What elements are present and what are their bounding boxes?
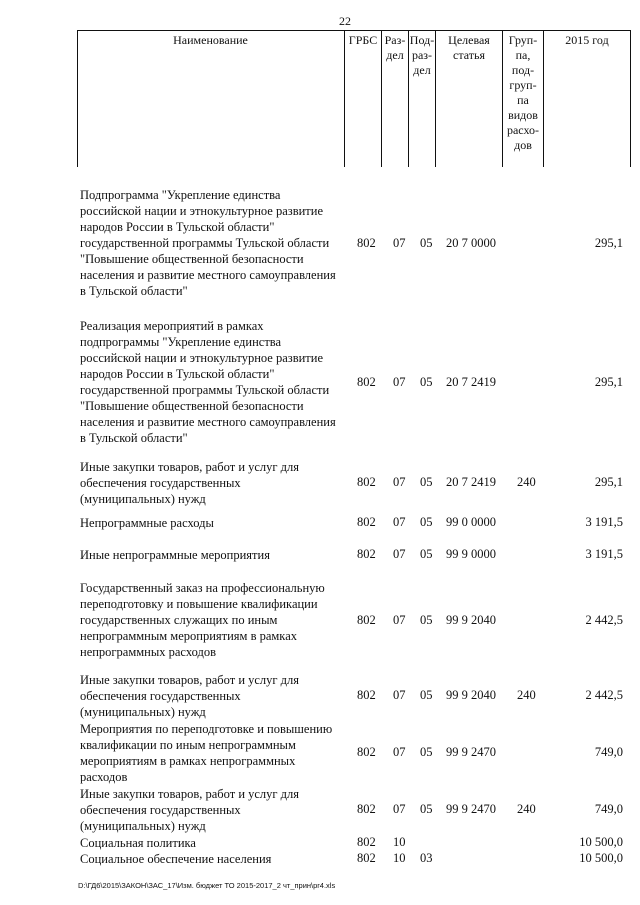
row-razdel: 07 [393,515,406,529]
row-target-article: 20 7 2419 [446,475,496,489]
header-year: 2015 год [565,33,609,47]
row-sum: 295,1 [594,236,623,250]
row-target-article: 99 9 2470 [446,802,496,816]
row-razdel: 07 [393,236,406,250]
row-sum: 2 442,5 [585,613,623,627]
row-sum: 295,1 [594,475,623,489]
row-target-article: 99 9 2040 [446,688,496,702]
row-sum: 749,0 [594,745,623,759]
row-name: Социальная политика [80,836,196,850]
row-podrazdel: 05 [420,613,433,627]
row-razdel: 10 [393,851,406,865]
row-podrazdel: 05 [420,547,433,561]
row-grbs: 802 [357,375,376,389]
row-name: Иные закупки товаров, работ и услуг для обеспечения государственных (муниципальных) нужд [80,787,300,833]
row-grbs: 802 [357,745,376,759]
row-razdel: 07 [393,613,406,627]
row-sum: 749,0 [594,802,623,816]
row-grbs: 802 [357,475,376,489]
row-target-article: 20 7 0000 [446,236,496,250]
page-number: 22 [339,14,351,28]
row-podrazdel: 05 [420,515,433,529]
row-sum: 295,1 [594,375,623,389]
row-razdel: 07 [393,802,406,816]
row-name: Иные непрограммные мероприятия [80,548,270,562]
row-razdel: 07 [393,745,406,759]
row-sum: 10 500,0 [579,851,623,865]
row-grbs: 802 [357,613,376,627]
row-target-article: 20 7 2419 [446,375,496,389]
row-name: Государственный заказ на профессиональную переподготовку и повышение квалификации государственных служащих по иным непрограммным мероприятиям в рамках непрограммных расходов [80,581,325,659]
row-name: Иные закупки товаров, работ и услуг для обеспечения государственных (муниципальных) нужд [80,460,300,506]
row-target-article: 99 9 2470 [446,745,496,759]
row-razdel: 07 [393,475,406,489]
row-target-article: 99 9 2040 [446,613,496,627]
row-expense-type: 240 [517,802,536,816]
header-grbs: ГРБС [348,33,378,47]
header-target-article: Целевая статья [448,33,490,62]
row-razdel: 07 [393,375,406,389]
row-expense-type: 240 [517,688,536,702]
row-podrazdel: 03 [420,851,433,865]
row-sum: 2 442,5 [585,688,623,702]
file-path-footer: D:\ГД6\2015\ЗАКОН\ЗАС_17\Изм. бюджет ТО 2015-2017_2 чт_прин\pr4.xls [78,881,336,890]
row-name: Мероприятия по переподготовке и повышению квалификации по иным непрограммным мероприятиям в рамках непрограммных расходов [80,722,333,784]
header-name: Наименование [173,33,248,47]
header-podrazdel: Под- раз- дел [409,33,435,77]
row-name: Иные закупки товаров, работ и услуг для обеспечения государственных (муниципальных) нужд [80,673,300,719]
row-sum: 10 500,0 [579,835,623,849]
header-expense-group: Груп- па, под- груп- па видов расхо- дов [506,33,540,152]
row-podrazdel: 05 [420,745,433,759]
row-name: Непрограммные расходы [80,516,214,530]
row-grbs: 802 [357,688,376,702]
row-grbs: 802 [357,802,376,816]
header-top-border [77,30,631,31]
row-razdel: 07 [393,688,406,702]
row-podrazdel: 05 [420,688,433,702]
row-podrazdel: 05 [420,236,433,250]
row-grbs: 802 [357,515,376,529]
table-header [77,30,631,167]
row-podrazdel: 05 [420,375,433,389]
row-grbs: 802 [357,547,376,561]
row-name: Социальное обеспечение населения [80,852,272,866]
row-sum: 3 191,5 [585,547,623,561]
row-name: Подпрограмма "Укрепление единства российской нации и этнокультурное развитие народов России в Тульской области" государственной программы Тульской области "Повышение общественной безопасности населения и развитие местного самоуправления в Тульской области" [80,188,336,298]
row-podrazdel: 05 [420,802,433,816]
header-razdel: Раз- дел [384,33,406,62]
row-grbs: 802 [357,835,376,849]
row-target-article: 99 0 0000 [446,515,496,529]
row-name: Реализация мероприятий в рамках подпрограммы "Укрепление единства российской нации и этнокультурное развитие народов России в Тульской области" государственной программы Тульской области "Повышение общественной безопасности населения и развитие местного самоуправления в Тульской области" [80,319,336,445]
row-target-article: 99 9 0000 [446,547,496,561]
row-expense-type: 240 [517,475,536,489]
row-grbs: 802 [357,236,376,250]
row-grbs: 802 [357,851,376,865]
row-podrazdel: 05 [420,475,433,489]
row-razdel: 07 [393,547,406,561]
row-razdel: 10 [393,835,406,849]
row-sum: 3 191,5 [585,515,623,529]
